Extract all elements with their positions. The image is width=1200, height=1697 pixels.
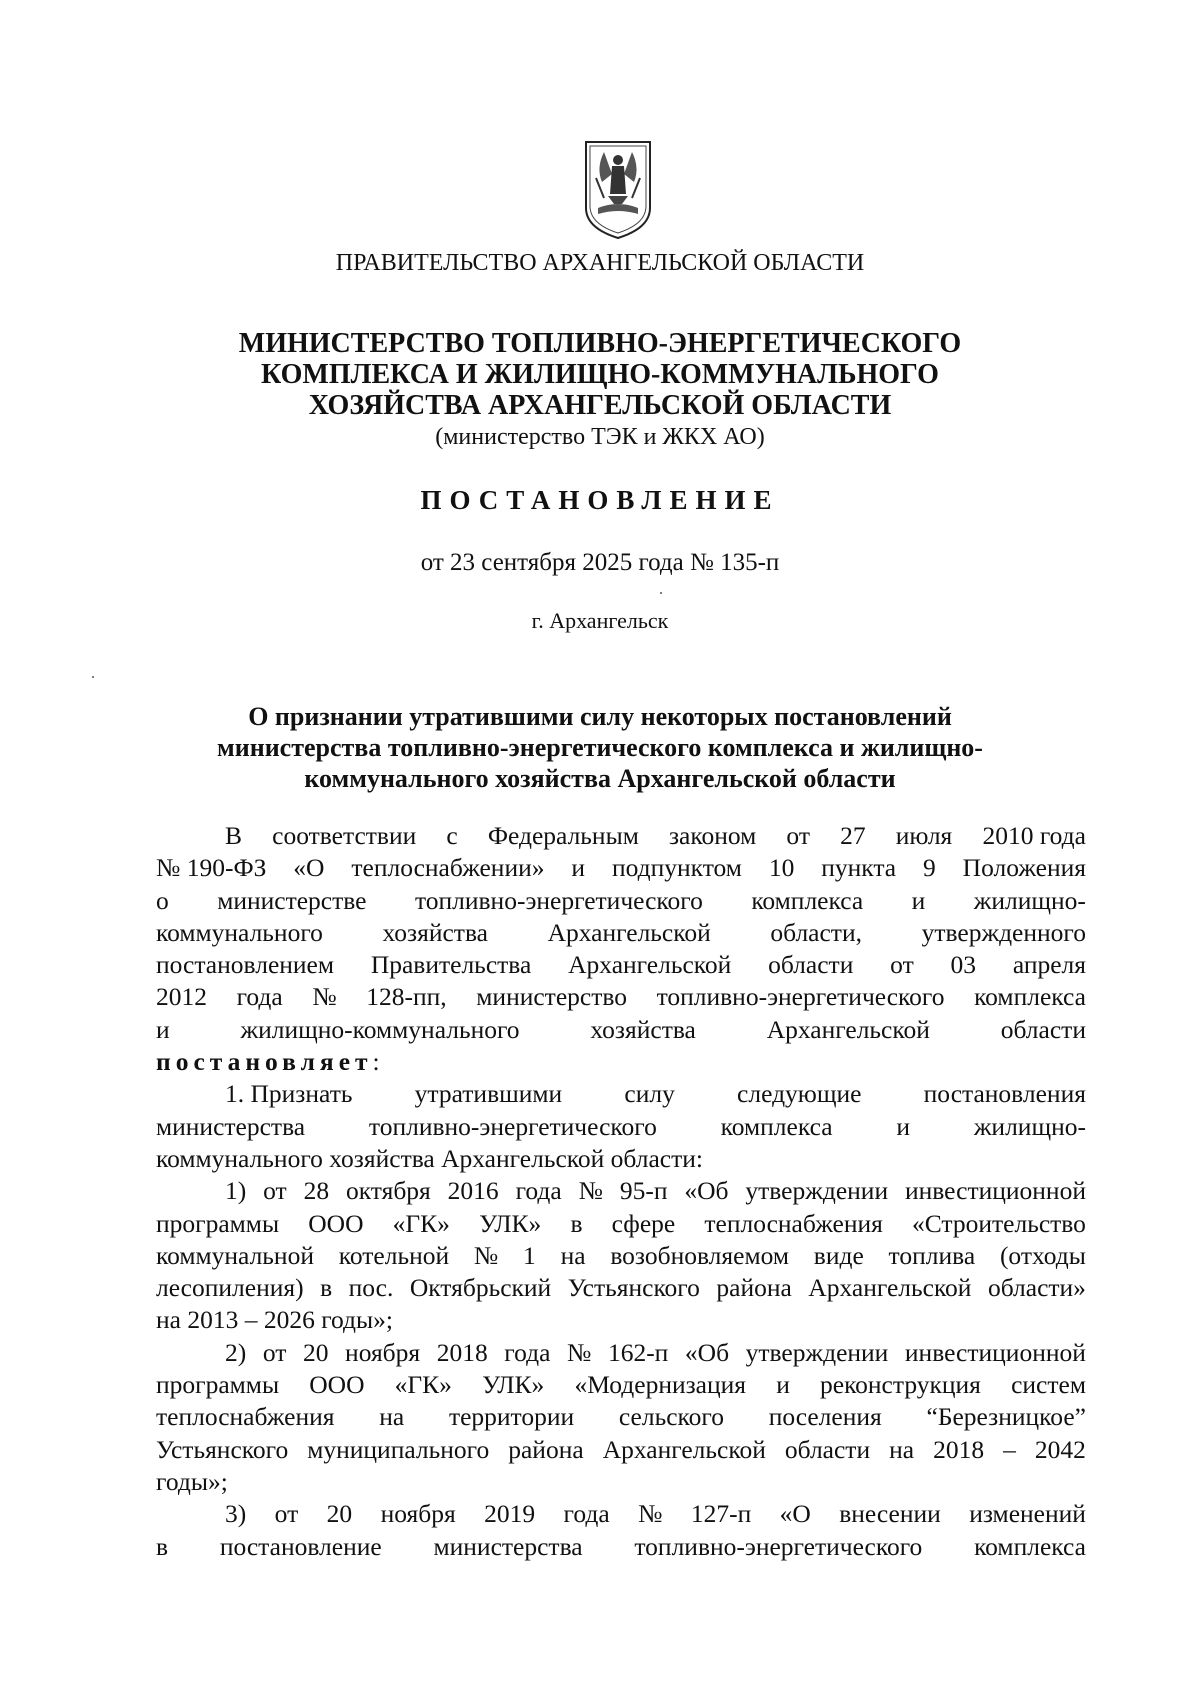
word: 2042 [1034,1434,1086,1464]
ministry-name [0,328,1200,421]
body-line [156,1272,1086,1304]
word: инвестиционной [904,1337,1086,1367]
word: В [225,821,243,850]
body-line [156,1401,1086,1433]
word: области [784,1434,871,1464]
word: «Строительство [912,1208,1086,1238]
word: утвержденного [921,917,1086,947]
word: котельной [338,1240,450,1270]
word: района [716,1273,792,1303]
word: комплекса [751,885,864,915]
body-line [156,981,1086,1013]
word: топливно-энергетического [634,1531,923,1561]
body-line [156,1434,1086,1466]
word: года [515,1176,562,1206]
word: Архангельской [568,950,732,980]
word: «ГК» [392,1208,450,1238]
word: 2012 [156,982,207,1012]
word: следующие [737,1079,862,1109]
word: года [236,982,283,1012]
word: 2018 [436,1337,488,1367]
document-date-number: от 23 сентября 2025 года № 135-п [420,549,780,576]
word: «Об [684,1176,729,1206]
word: комплекса [974,1531,1086,1561]
word: «ГК» [394,1370,452,1400]
word: № [578,1176,603,1206]
word: теплоснабжения [156,1402,335,1432]
word: «О [293,853,325,883]
word: сельского [618,1402,724,1432]
word: соответствии [272,821,417,850]
word: 127-п [690,1499,752,1529]
word: ноября [345,1337,421,1367]
word: 20 [326,1499,353,1529]
word: ООО [309,1370,365,1400]
body-line [156,852,1086,884]
word: Федеральным [487,821,639,850]
word: 03 [950,950,977,980]
body-line: на 2013 – 2026 годы»; [156,1305,393,1335]
title-line: коммунального хозяйства Архангельской области [304,764,896,793]
word: 128-пп, [366,982,447,1012]
word: № [473,1240,499,1270]
word: года [563,1499,610,1529]
word: внесении [839,1499,941,1529]
word: Устьянского [567,1273,700,1303]
word: программы [156,1208,280,1238]
government-name: ПРАВИТЕЛЬСТВО АРХАНГЕЛЬСКОЙ ОБЛАСТИ [335,250,865,276]
resolves-colon: : [372,1047,380,1077]
word: территории [448,1402,575,1432]
word: в [320,1273,333,1303]
word: инвестиционной [904,1176,1086,1206]
word: изменений [969,1499,1086,1529]
word: 1 [523,1240,536,1270]
body-line [156,1046,1086,1078]
word: № [638,1499,663,1529]
word: коммунального [156,917,323,947]
resolves-word: постановляет [156,1047,373,1077]
word: Архангельской [547,917,711,947]
word: реконструкция [820,1370,981,1400]
ministry-short-name: (министерство ТЭК и ЖКХ АО) [435,424,765,450]
word: утверждении [745,1176,889,1206]
word: района [508,1434,584,1464]
word: постановление [219,1531,382,1561]
word: области, [770,917,862,947]
word: с [446,821,458,850]
word: жилищно-коммунального [240,1014,520,1044]
body-line [156,1498,1086,1530]
word: 1) [225,1176,247,1206]
word: систем [1011,1370,1086,1400]
word: и [776,1370,790,1400]
word: 95-п [619,1176,668,1206]
word: от [263,1176,287,1206]
word: министерства [433,1531,583,1561]
word: октября [345,1176,431,1206]
word: июля [895,821,953,850]
word: министерства [156,1111,306,1141]
word: и [571,853,586,883]
word: теплоснабжении» [351,853,545,883]
body-line [156,1240,1086,1272]
body-line [156,917,1086,949]
body-line [156,1078,1086,1110]
body-line [156,1175,1086,1207]
body-line [156,1208,1086,1240]
word: ноября [380,1499,456,1529]
word: 162-п [607,1337,669,1367]
body-line: коммунального хозяйства Архангельской области: [156,1143,703,1173]
word: на [379,1402,405,1432]
word: 20 [302,1337,329,1367]
word: УЛК» [482,1370,545,1400]
word: хозяйства [590,1014,696,1044]
word: комплекса [974,982,1086,1012]
word: поселения [768,1402,882,1432]
word: 1. Признать [225,1079,353,1109]
word: постановлением [156,950,335,980]
word: виде [813,1240,864,1270]
scan-speck [92,676,94,678]
word: УЛК» [479,1208,542,1238]
word: хозяйства [382,917,488,947]
word: пункта [821,853,897,883]
word: № [312,982,337,1012]
word: Архангельской [766,1014,930,1044]
word: апреля [1012,950,1086,980]
scan-speck [660,592,662,594]
word: года [504,1337,551,1367]
title-line: министерства топливно-энергетического комплекса и жилищно- [217,733,983,762]
word: утверждении [745,1337,889,1367]
word: на [889,1434,915,1464]
word: в [156,1531,169,1561]
word: 27 [840,821,866,850]
body-line [156,1369,1086,1401]
word: Октябрьский [409,1273,552,1303]
word: Архангельской [602,1434,766,1464]
word: области» [987,1273,1086,1303]
word: министерство [476,982,627,1012]
word: (отходы [999,1240,1086,1270]
ministry-name-line: КОМПЛЕКСА И ЖИЛИЩНО-КОММУНАЛЬНОГО [261,359,939,390]
word: 2018 [933,1434,985,1464]
word: в [570,1208,583,1238]
word: «Об [684,1337,730,1367]
document-body [156,820,1086,1563]
word: 9 [923,853,936,883]
word: «Модернизация [574,1370,747,1400]
word: 10 [768,853,795,883]
word: № 190-ФЗ [156,853,267,883]
word: о [156,885,169,915]
word: 2019 [484,1499,536,1529]
word: коммунальной [156,1240,314,1270]
word: 2010 года [982,821,1086,850]
word: жилищно- [973,1111,1086,1141]
word: от [274,1499,299,1529]
document-city: г. Архангельск [531,608,669,633]
word: от [890,950,914,980]
word: Архангельской [808,1273,972,1303]
body-line [156,949,1086,981]
coat-of-arms-emblem [582,138,654,240]
word: утратившими [414,1079,563,1109]
document-type: ПОСТАНОВЛЕНИЕ [420,485,780,515]
word: и [896,1111,910,1141]
word: пос. [348,1273,394,1303]
word: министерстве [217,885,367,915]
word: области [768,950,854,980]
word: 2) [225,1337,247,1367]
ministry-name-line: ХОЗЯЙСТВА АРХАНГЕЛЬСКОЙ ОБЛАСТИ [308,390,892,421]
body-line [156,885,1086,917]
word: топливно-энергетического [414,885,703,915]
word: жилищно- [973,885,1086,915]
word: постановления [923,1079,1086,1109]
word: “Березницкое” [926,1402,1086,1432]
word: законом [668,821,757,850]
word: № [567,1337,592,1367]
word: теплоснабжения [704,1208,883,1238]
body-line: годы»; [156,1466,228,1496]
word: топливно-энергетического [368,1111,657,1141]
title-line: О признании утратившими силу некоторых постановлений [248,702,952,731]
word: ООО [308,1208,364,1238]
word: муниципального [307,1434,490,1464]
word: 2016 [447,1176,499,1206]
word: программы [156,1370,280,1400]
word: лесопиления) [156,1273,304,1303]
word: «О [779,1499,811,1529]
word: топливно-энергетического [656,982,945,1012]
ministry-name-line: МИНИСТЕРСТВО ТОПЛИВНО-ЭНЕРГЕТИЧЕСКОГО [238,328,962,359]
body-line [156,1111,1086,1143]
word: Устьянского [156,1434,289,1464]
word: силу [624,1079,675,1109]
body-line [156,820,1086,852]
word: 28 [303,1176,330,1206]
word: топлива [888,1240,976,1270]
word: Правительства [370,950,532,980]
word: от [786,821,810,850]
body-line [156,1014,1086,1046]
word: Положения [962,853,1086,883]
word: и [911,885,926,915]
word: на [560,1240,586,1270]
word: от [262,1337,287,1367]
word: области [1000,1014,1086,1044]
body-line [156,1337,1086,1369]
word: подпунктом [611,853,742,883]
word: сфере [611,1208,676,1238]
word: и [156,1014,170,1044]
word: 3) [225,1499,247,1529]
word: комплекса [720,1111,833,1141]
word: – [1003,1434,1016,1464]
body-line [156,1531,1086,1563]
word: возобновляемом [610,1240,789,1270]
document-title [0,701,1200,794]
